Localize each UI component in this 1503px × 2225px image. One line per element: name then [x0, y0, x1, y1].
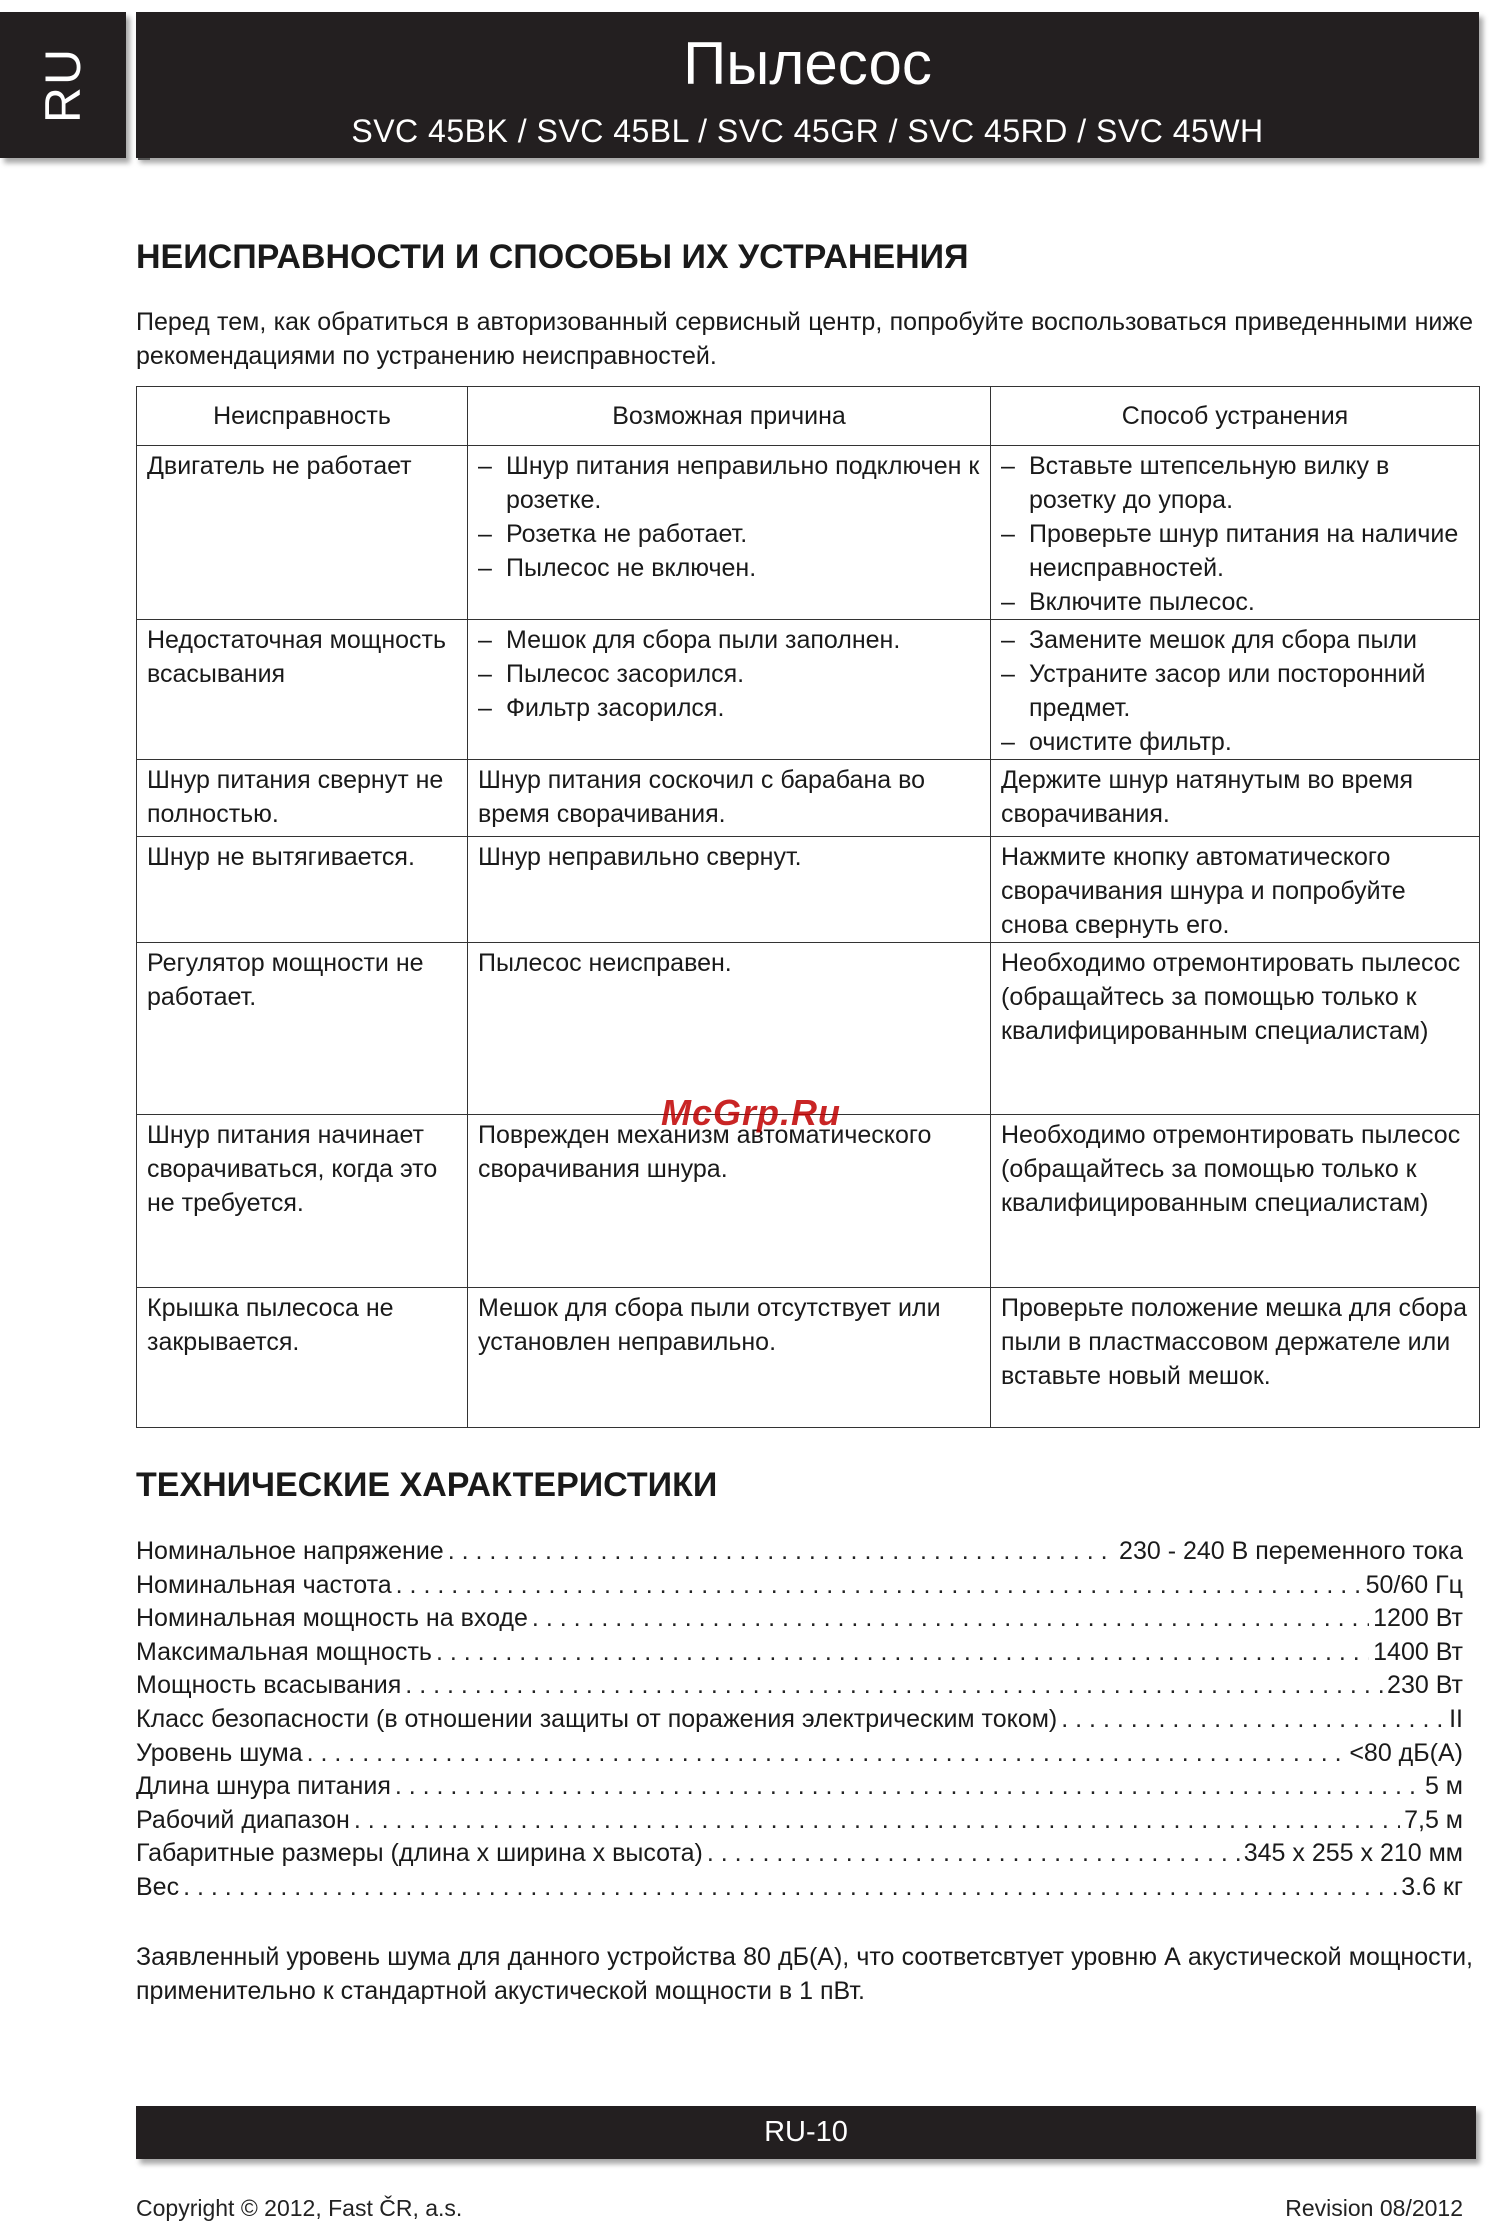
fault-cell: Шнур питания начинает сворачиваться, когда это не требуется. [137, 1115, 468, 1288]
noise-note: Заявленный уровень шума для данного устройства 80 дБ(A), что соответсвтует уровню А акустической мощности, применительно к стандартной акустической мощности в 1 пВт. [136, 1943, 1473, 2005]
troubleshooting-table [136, 386, 1480, 1428]
spec-value: 3.6 кг [1401, 1872, 1463, 1901]
dot-leader [405, 1671, 1383, 1700]
dot-leader [532, 1604, 1369, 1633]
page-number-bar [136, 2106, 1476, 2159]
spec-value: 1400 Вт [1373, 1637, 1463, 1666]
spec-value: 7,5 м [1404, 1805, 1463, 1834]
specs-list [136, 1537, 1463, 1907]
dot-leader [396, 1571, 1362, 1600]
cause-cell: Шнур питания соскочил с барабана во время сворачивания. [468, 760, 991, 837]
cause-cell [468, 446, 991, 620]
column-header-cause: Возможная причина [468, 387, 991, 446]
table-row [137, 943, 1480, 1115]
table-row [137, 1288, 1480, 1428]
divider [138, 158, 150, 160]
spec-label: Максимальная мощность [136, 1637, 432, 1666]
specs-heading: ТЕХНИЧЕСКИЕ ХАРАКТЕРИСТИКИ [136, 1466, 718, 1504]
cause-cell [468, 620, 991, 760]
spec-row [136, 1671, 1463, 1705]
fault-cell: Недостаточная мощность всасывания [137, 620, 468, 760]
remedy-cell: Держите шнур натянутым во время сворачивания. [991, 760, 1480, 837]
language-tab [0, 12, 126, 158]
dot-leader [395, 1772, 1421, 1801]
troubleshooting-heading: НЕИСПРАВНОСТИ И СПОСОБЫ ИХ УСТРАНЕНИЯ [136, 238, 969, 276]
spec-value: 230 - 240 В переменного тока [1119, 1537, 1463, 1565]
remedy-cell: Необходимо отремонтировать пылесос (обращайтесь за помощью только к квалифицированным специалистам) [991, 943, 1480, 1115]
dot-leader [307, 1739, 1346, 1768]
spec-label: Вес [136, 1872, 180, 1901]
title-banner [136, 12, 1479, 158]
spec-row [136, 1806, 1463, 1840]
page-number: RU-10 [764, 2116, 848, 2148]
cause-item: – Розетка не работает. [478, 517, 981, 551]
column-header-remedy: Способ устранения [991, 387, 1480, 446]
table-row [137, 446, 1480, 620]
dot-leader [354, 1806, 1400, 1835]
remedy-cell: Нажмите кнопку автоматического сворачивания шнура и попробуйте снова свернуть его. [991, 837, 1480, 943]
spec-label: Габаритные размеры (длина x ширина x высота) [136, 1839, 703, 1868]
spec-label: Длина шнура питания [136, 1772, 391, 1801]
cause-cell: Пылесос неисправен. [468, 943, 991, 1115]
dot-leader [1061, 1705, 1445, 1734]
fault-cell: Двигатель не работает [137, 446, 468, 620]
revision: Revision 08/2012 [1285, 2195, 1463, 2221]
watermark-text: McGrp.Ru [661, 1092, 842, 1133]
language-label: RU [35, 46, 91, 124]
spec-label: Номинальная частота [136, 1570, 392, 1599]
table-row [137, 620, 1480, 760]
spec-row [136, 1537, 1463, 1571]
fault-cell: Шнур не вытягивается. [137, 837, 468, 943]
cause-cell: Мешок для сбора пыли отсутствует или установлен неправильно. [468, 1288, 991, 1428]
cause-cell: Шнур неправильно свернут. [468, 837, 991, 943]
copyright: Copyright © 2012, Fast ČR, a.s. [136, 2195, 463, 2221]
remedy-cell: Проверьте положение мешка для сбора пыли в пластмассовом держателе или вставьте новый мешок. [991, 1288, 1480, 1428]
spec-label: Рабочий диапазон [136, 1805, 350, 1834]
model-list: SVC 45BK / SVC 45BL / SVC 45GR / SVC 45RD / SVC 45WH [351, 113, 1264, 149]
cause-item: – Пылесос засорился. [478, 657, 981, 691]
remedy-item: – Устраните засор или посторонний предмет. [1001, 657, 1470, 725]
table-row [137, 837, 1480, 943]
spec-row [136, 1873, 1463, 1907]
remedy-item: – Замените мешок для сбора пыли [1001, 623, 1470, 657]
spec-row [136, 1638, 1463, 1672]
spec-value: 50/60 Гц [1365, 1570, 1463, 1599]
fault-cell: Регулятор мощности не работает. [137, 943, 468, 1115]
table-row [137, 1115, 1480, 1288]
troubleshooting-intro: Перед тем, как обратиться в авторизованный сервисный центр, попробуйте воспользоваться приведенными ниже рекомендациями по устранению неисправностей. [136, 308, 1473, 370]
spec-value: 1200 Вт [1373, 1604, 1463, 1633]
remedy-item: – Проверьте шнур питания на наличие неисправностей. [1001, 517, 1470, 585]
cause-item: – Пылесос не включен. [478, 551, 981, 585]
spec-value: <80 дБ(A) [1349, 1738, 1463, 1767]
fault-cell: Шнур питания свернут не полностью. [137, 760, 468, 837]
remedy-item: – очистите фильтр. [1001, 725, 1470, 759]
spec-row [136, 1772, 1463, 1806]
spec-label: Мощность всасывания [136, 1671, 402, 1700]
spec-value: 345 x 255 x 210 мм [1243, 1839, 1463, 1868]
remedy-cell: Необходимо отремонтировать пылесос (обращайтесь за помощью только к квалифицированным специалистам) [991, 1115, 1480, 1288]
table-row [137, 760, 1480, 837]
spec-row [136, 1839, 1463, 1873]
spec-label: Уровень шума [136, 1738, 303, 1767]
remedy-item: – Включите пылесос. [1001, 585, 1470, 619]
dot-leader [436, 1638, 1369, 1667]
spec-label: Номинальное напряжение [136, 1537, 444, 1565]
spec-value: II [1449, 1704, 1463, 1733]
dot-leader [183, 1873, 1397, 1902]
fault-cell: Крышка пылесоса не закрывается. [137, 1288, 468, 1428]
spec-label: Номинальная мощность на входе [136, 1604, 528, 1633]
remedy-item: – Вставьте штепсельную вилку в розетку до упора. [1001, 449, 1470, 517]
spec-row [136, 1739, 1463, 1773]
spec-label: Класс безопасности (в отношении защиты от поражения электрическим током) [136, 1704, 1058, 1733]
cause-item: – Шнур питания неправильно подключен к розетке. [478, 449, 981, 517]
cause-cell: Поврежден механизм автоматического сворачивания шнура. [468, 1115, 991, 1288]
remedy-cell [991, 620, 1480, 760]
spec-value: 230 Вт [1387, 1671, 1463, 1700]
document-title: Пылесос [683, 30, 932, 97]
table-header-row [137, 387, 1480, 446]
dot-leader [448, 1537, 1115, 1566]
spec-value: 5 м [1424, 1772, 1463, 1801]
remedy-cell [991, 446, 1480, 620]
dot-leader [707, 1839, 1240, 1868]
cause-item: – Фильтр засорился. [478, 691, 981, 725]
spec-row [136, 1705, 1463, 1739]
spec-row [136, 1604, 1463, 1638]
spec-row [136, 1571, 1463, 1605]
column-header-fault: Неисправность [137, 387, 468, 446]
cause-item: – Мешок для сбора пыли заполнен. [478, 623, 981, 657]
